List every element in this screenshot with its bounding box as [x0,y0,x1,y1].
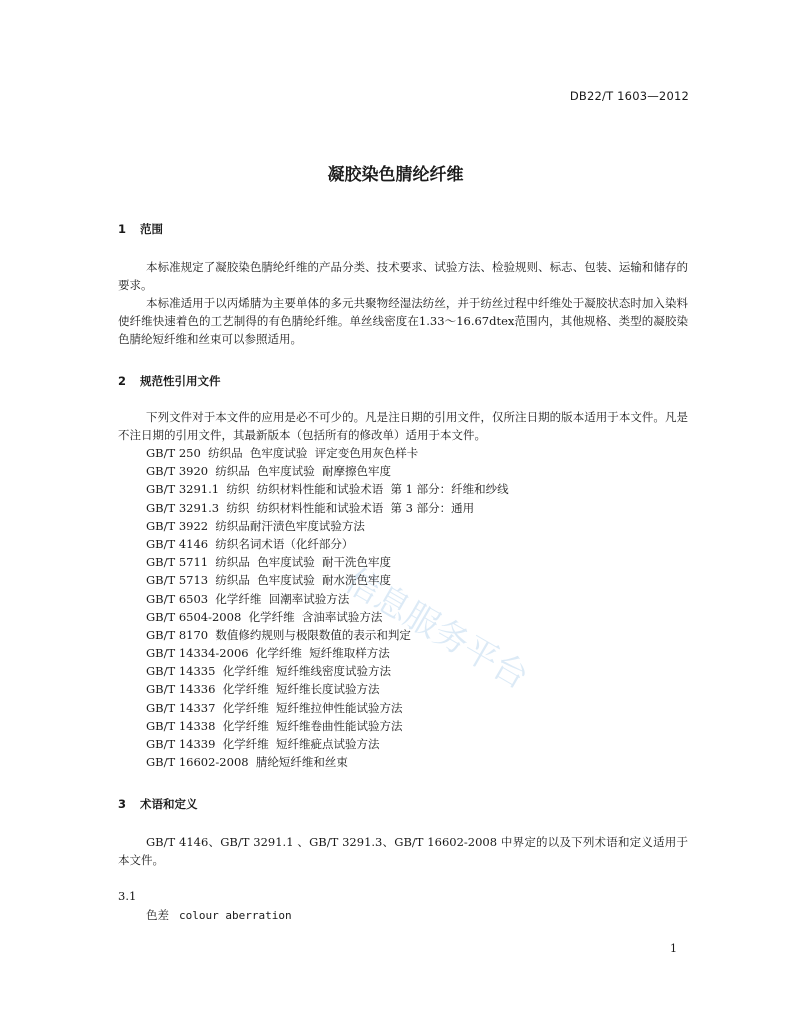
reference-item: GB/T 5711 纺织品 色牢度试验 耐干洗色牢度 [146,555,392,570]
reference-item: GB/T 16602-2008 腈纶短纤维和丝束 [146,755,348,770]
term-entry [146,907,292,923]
standard-code: DB22/T 1603—2012 [569,89,689,103]
paragraph-text: 本标准规定了凝胶染色腈纶纤维的产品分类、技术要求、试验方法、检验规则、标志、包装、运输和储存的要求。 [118,260,688,292]
section-title: 规范性引用文件 [140,374,221,388]
section-title: 术语和定义 [140,797,198,811]
section-number: 3 [118,797,127,811]
term-en: colour aberration [179,909,292,922]
document-title: 凝胶染色腈纶纤维 [327,165,464,185]
reference-list [146,444,509,771]
paragraph [118,408,688,444]
reference-item: GB/T 3291.3 纺织 纺织材料性能和试验术语 第 3 部分：通用 [146,500,475,515]
reference-item: GB/T 4146 纺织名词术语（化纤部分） [146,536,354,551]
reference-item: GB/T 3922 纺织品耐汗渍色牢度试验方法 [146,518,365,533]
paragraph-text: 本标准适用于以丙烯腈为主要单体的多元共聚物经湿法纺丝，并于纺丝过程中纤维处于凝胶状态时加入染料使纤维快速着色的工艺制得的有色腈纶纤维。单丝线密度在1.33～16.67dtex范围内，其他规格、类型的凝胶染色腈纶短纤维和丝束可以参照适用。 [118,296,688,346]
reference-item: GB/T 8170 数值修约规则与极限数值的表示和判定 [146,627,411,642]
paragraph [118,258,688,294]
reference-item: GB/T 14338 化学纤维 短纤维卷曲性能试验方法 [146,718,403,733]
section-heading-terms-definitions [118,796,198,812]
term-number: 3.1 [118,889,137,903]
reference-item: GB/T 3291.1 纺织 纺织材料性能和试验术语 第 1 部分：纤维和纱线 [146,482,509,497]
paragraph [118,294,688,348]
reference-item: GB/T 3920 纺织品 色牢度试验 耐摩擦色牢度 [146,464,392,479]
reference-item: GB/T 14339 化学纤维 短纤维疵点试验方法 [146,737,380,751]
paragraph-text: 下列文件对于本文件的应用是必不可少的。凡是注日期的引用文件，仅所注日期的版本适用于本文件。凡是不注日期的引用文件，其最新版本（包括所有的修改单）适用于本文件。 [118,410,688,442]
reference-item: GB/T 250 纺织品 色牢度试验 评定变色用灰色样卡 [146,446,419,460]
reference-item: GB/T 14334-2006 化学纤维 短纤维取样方法 [146,646,390,661]
page-number: 1 [670,942,677,955]
reference-item: GB/T 5713 纺织品 色牢度试验 耐水洗色牢度 [146,573,392,588]
term-zh: 色差 [146,908,169,922]
reference-item: GB/T 6504-2008 化学纤维 含油率试验方法 [146,609,383,624]
paragraph-text: GB/T 4146、GB/T 3291.1 、GB/T 3291.3、GB/T 16602-2008 中界定的以及下列术语和定义适用于本文件。 [118,835,688,867]
svg-text:信息服务平台: 信息服务平台 [338,560,535,698]
section-number: 2 [118,374,127,388]
section-number: 1 [118,222,127,236]
reference-item: GB/T 6503 化学纤维 回潮率试验方法 [146,591,350,606]
reference-item: GB/T 14335 化学纤维 短纤维线密度试验方法 [146,664,392,679]
reference-item: GB/T 14336 化学纤维 短纤维长度试验方法 [146,682,380,697]
section-title: 范围 [140,222,163,236]
section-heading-scope [118,221,163,237]
paragraph [118,833,688,869]
section-heading-normative-references [118,373,221,389]
reference-item: GB/T 14337 化学纤维 短纤维拉伸性能试验方法 [146,700,403,715]
